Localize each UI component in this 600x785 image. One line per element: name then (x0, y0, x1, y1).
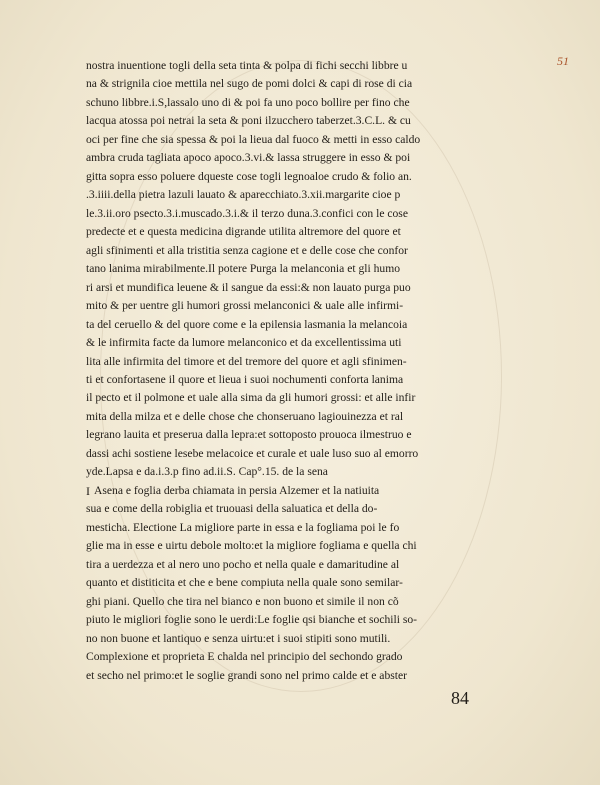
initial-letter: I (86, 483, 90, 498)
text-line: .3.iiii.della pietra lazuli lauato & aparecchiato.3.xii.margarite cioe p (86, 188, 401, 202)
folio-number: 51 (557, 54, 569, 68)
text-line: ta del ceruello & del quore come e la epilensia lasmania la melancoia (86, 317, 408, 331)
text-line: agli sfinimenti et alla tristitia senza cagione et e delle cose che confor (86, 243, 408, 257)
signature-mark: 84 (451, 688, 469, 708)
text-line: schuno libbre.i.S,lassalo uno di & poi fa uno poco bollire per fino che (86, 95, 410, 109)
text-line: gitta sopra esso poluere dqueste cose togli legnoaloe crudo & folio an. (86, 169, 412, 183)
text-line: Asena e foglia derba chiamata in persia Alzemer et la natiuita (94, 483, 380, 497)
text-line: ri arsi et mundifica leuene & il sangue da essi:& non lauato purga puo (86, 280, 411, 294)
text-line: oci per fine che sia spessa & poi la lieua dal fuoco & metti in esso caldo (86, 132, 421, 146)
text-line: Complexione et proprieta E chalda nel principio del sechondo grado (86, 650, 403, 664)
text-line: dassi achi sostiene lesebe melacoice et curale et uale luso suo al emorro (86, 446, 419, 460)
text-line: ambra cruda tagliata apoco apoco.3.vi.& lassa struggere in esso & poi (86, 151, 411, 165)
text-line: & le infirmita facte da lumore melanconico et da excellentissima uti (86, 336, 402, 350)
text-line: mita della milza et e delle chose che chonseruano lagiouinezza et ral (86, 409, 404, 423)
text-line: tira a uerdezza et al nero uno pocho et nella quale e damaritudine al (86, 557, 400, 571)
text-line: lacqua atossa poi netrai la seta & poni ilzucchero taberzet.3.C.L. & cu (86, 114, 411, 128)
text-line: glie ma in esse e uirtu debole molto:et la migliore fogliama e quella chi (86, 539, 417, 553)
text-line: no non buone et lantiquo e senza uirtu:et i suoi stipiti sono mutili. (86, 631, 391, 645)
text-line: na & strignila cioe mettila nel sugo de pomi dolci & capi di rose di cia (86, 77, 413, 91)
text-line: yde.Lapsa e da.i.3.p fino ad.ii.S. Cap°.15. de la sena (86, 465, 328, 479)
text-line: predecte et e questa medicina digrande utilita altremore del quore et (86, 225, 401, 239)
text-line: et secho nel primo:et le soglie grandi sono nel primo calde et e abster (86, 668, 407, 682)
text-line: il pecto et il polmone et uale alla sima da gli humori grossi: et alle infir (86, 391, 416, 405)
text-line: mito & per uentre gli humori grossi melanconici & uale alle infirmi- (86, 299, 404, 313)
text-line: lita alle infirmita del timore et del tremore del quore et agli sfinimen- (86, 354, 407, 368)
text-line: sua e come della robiglia et truouasi della saluatica et della do- (86, 502, 378, 516)
text-line: nostra inuentione togli della seta tinta & polpa di fichi secchi libbre u (86, 59, 408, 72)
text-line: mesticha. Electione La migliore parte in essa e la fogliama poi le fo (86, 520, 400, 534)
text-line: le.3.ii.oro psecto.3.i.muscado.3.i.& il terzo duna.3.confici con le cose (86, 206, 408, 220)
text-line: ti et confortasene il quore et lieua i suoi nochumenti conforta lanima (86, 372, 404, 386)
text-line: legrano lauita et preserua dalla lepra:et sottoposto prouoca ilmestruo e (86, 428, 412, 442)
text-line: tano lanima mirabilmente.Il potere Purga la melanconia et gli humo (86, 262, 401, 276)
text-line: piuto le migliori foglie sono le uerdi:Le foglie qsi bianche et sochili so- (86, 613, 417, 627)
text-line: ghi piani. Quello che tira nel bianco e non buono et simile il non cõ (86, 594, 399, 608)
text-line: quanto et distiticita et che e bene compiuta nella quale sono semilar- (86, 576, 403, 590)
